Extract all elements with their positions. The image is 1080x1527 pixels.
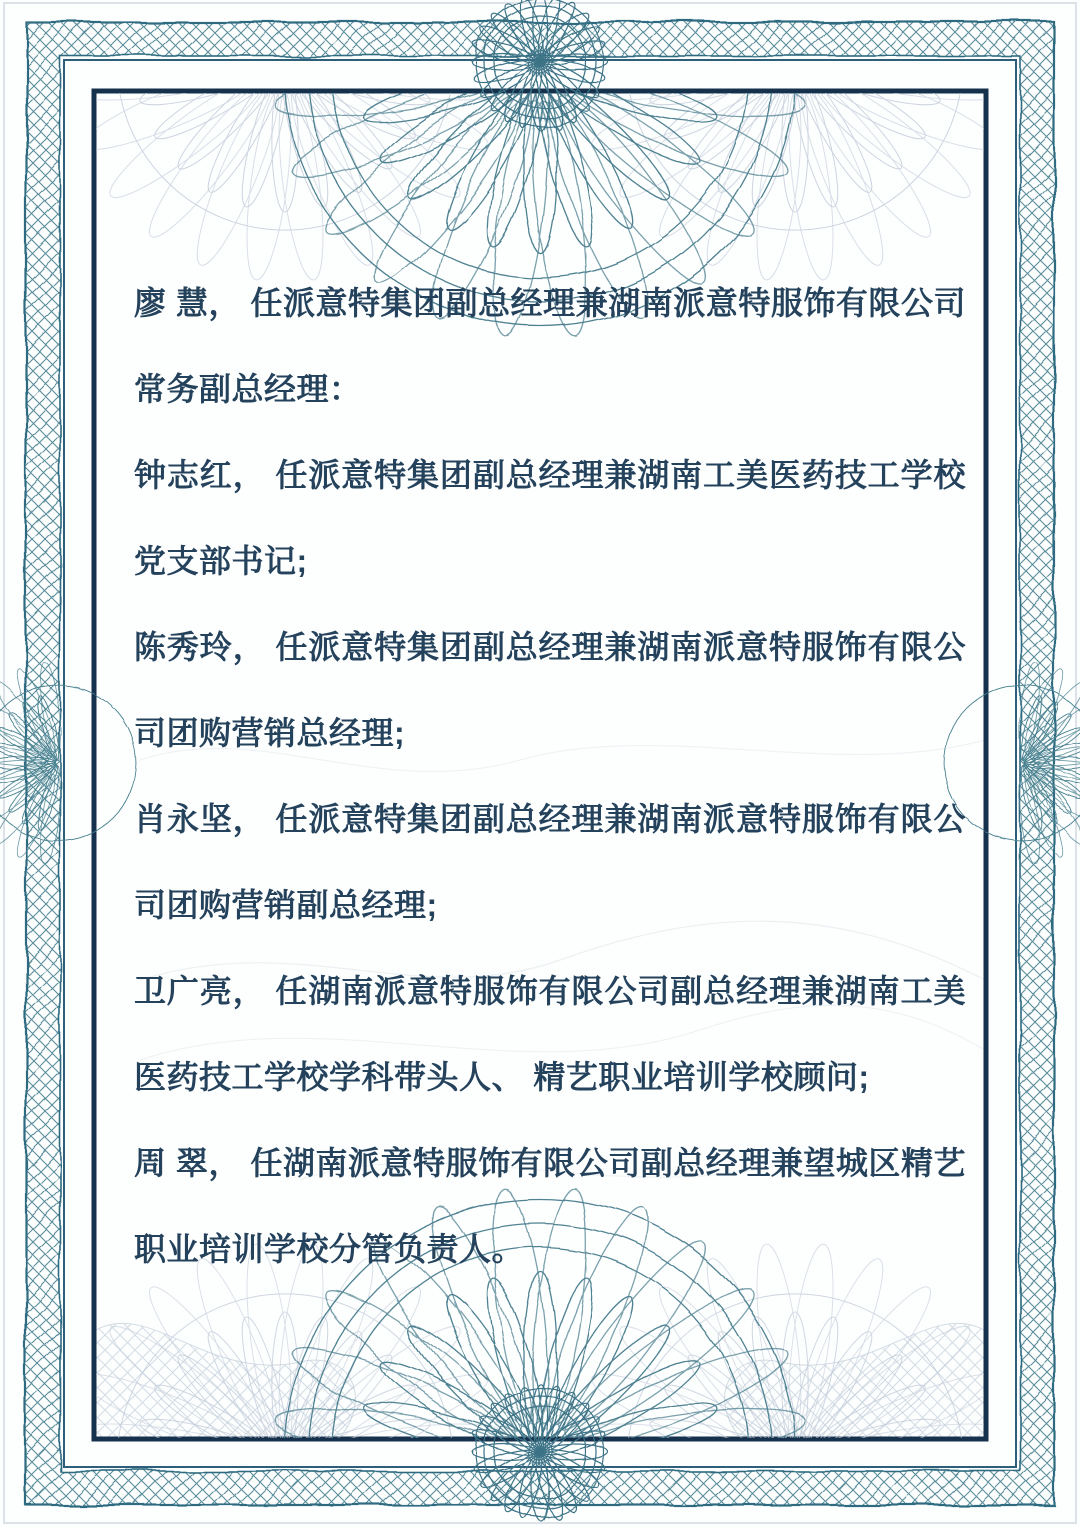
appointment-line: 医药技工学校学科带头人、 精艺职业培训学校顾问; <box>134 1059 870 1095</box>
appointment-line: 陈秀玲， 任派意特集团副总经理兼湖南派意特服饰有限公 <box>134 629 966 665</box>
appointment-line: 肖永坚， 任派意特集团副总经理兼湖南派意特服饰有限公 <box>134 801 966 837</box>
top-rosette-medallion <box>472 0 608 130</box>
appointment-line: 钟志红， 任派意特集团副总经理兼湖南工美医药技工学校 <box>134 457 966 493</box>
appointment-line: 卫广亮， 任湖南派意特服饰有限公司副总经理兼湖南工美 <box>134 973 966 1009</box>
appointment-line: 廖 慧， 任派意特集团副总经理兼湖南派意特服饰有限公司 <box>134 285 966 321</box>
appointment-list <box>134 260 966 1292</box>
appointment-line: 常务副总经理： <box>134 371 362 407</box>
appointment-line: 司团购营销副总经理; <box>134 887 438 923</box>
appointment-line: 司团购营销总经理; <box>134 715 406 751</box>
appointment-line: 职业培训学校分管负责人。 <box>134 1231 525 1267</box>
left-side-ornament <box>0 661 136 865</box>
appointment-line: 周 翠， 任湖南派意特服饰有限公司副总经理兼望城区精艺 <box>134 1145 966 1181</box>
appointment-line: 党支部书记; <box>134 543 308 579</box>
